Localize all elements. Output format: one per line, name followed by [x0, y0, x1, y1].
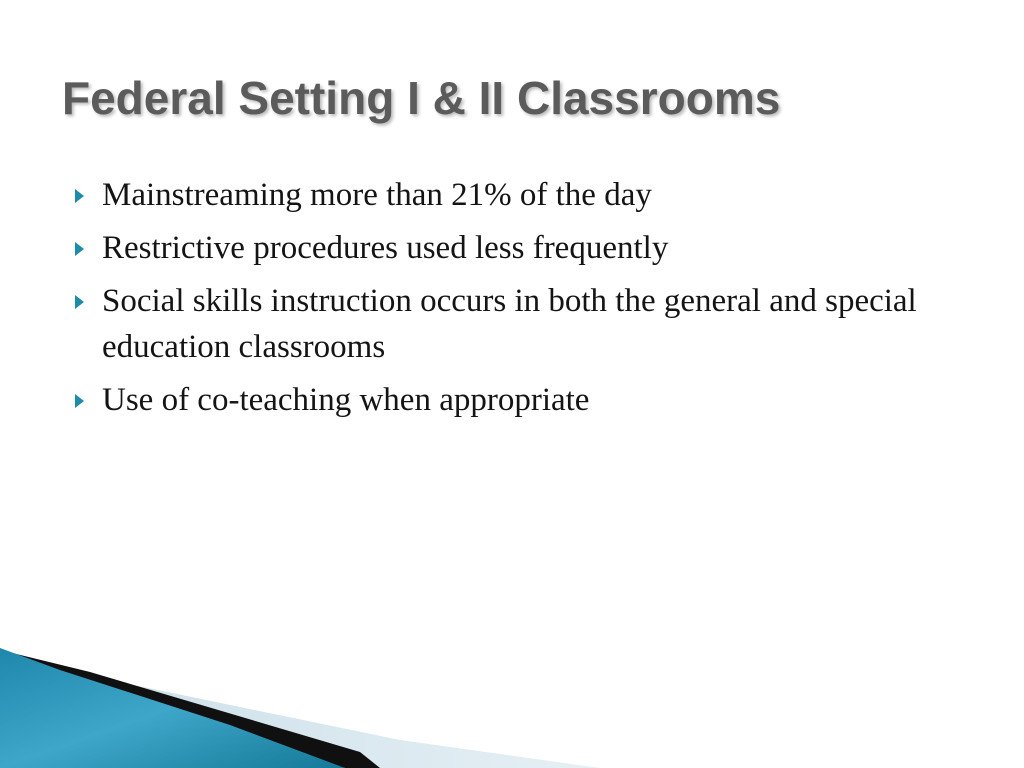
- triangle-bullet-icon: [75, 242, 84, 256]
- triangle-bullet-icon: [75, 189, 84, 203]
- bullet-text: Use of co-teaching when appropriate: [102, 382, 590, 418]
- triangle-bullet-icon: [75, 295, 84, 309]
- bullet-item: [72, 225, 952, 271]
- bullet-item: [72, 377, 952, 423]
- bottom-wave-decoration: [0, 640, 640, 768]
- slide-title: Federal Setting I & II Classrooms: [62, 72, 781, 124]
- bullet-item: [72, 172, 952, 218]
- bullet-item: [72, 278, 952, 370]
- triangle-bullet-icon: [75, 394, 84, 408]
- bullet-text: Social skills instruction occurs in both the general and special education classrooms: [102, 283, 917, 365]
- bullet-list: [72, 172, 952, 430]
- bullet-text: Mainstreaming more than 21% of the day: [102, 177, 652, 213]
- bullet-text: Restrictive procedures used less frequently: [102, 230, 669, 266]
